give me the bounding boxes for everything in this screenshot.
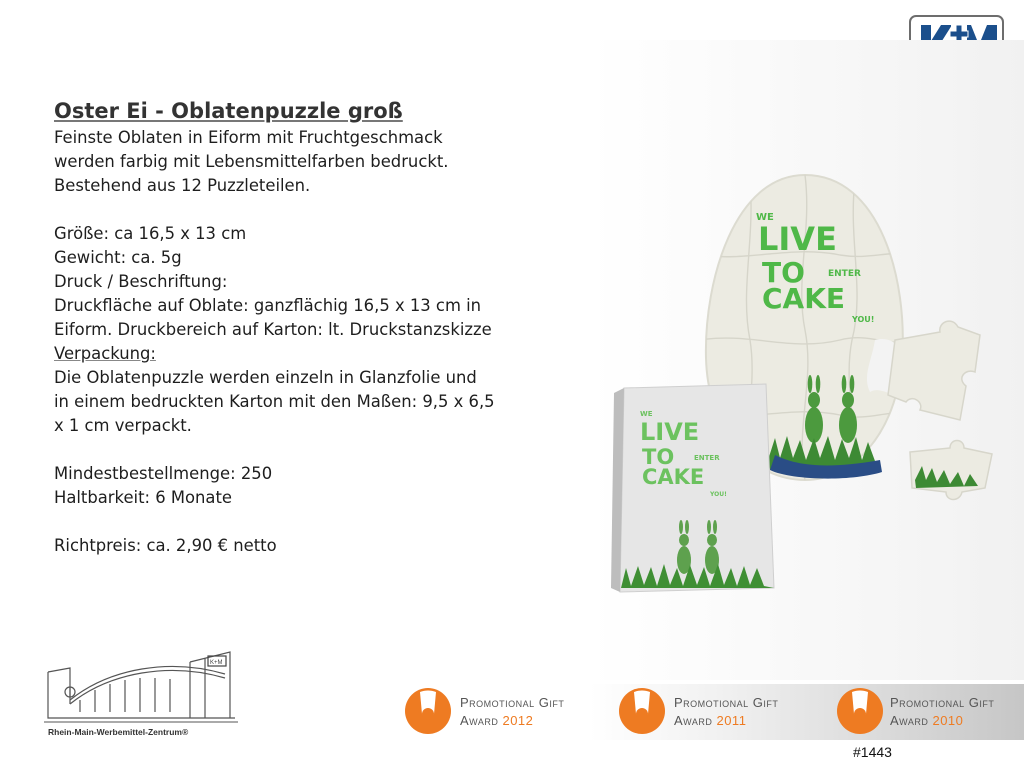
award-badge-2010 [835,686,1021,736]
box-print-text: WE [640,410,653,418]
box-print-text: LIVE [640,418,700,446]
print-line: Eiform. Druckbereich auf Karton: lt. Druckstanzskizze [54,320,492,339]
product-photo [590,40,1024,680]
building-sign: K+M [210,660,223,666]
packaging-line: x 1 cm verpackt. [54,416,192,435]
min-order-line: Mindestbestellmenge: 250 [54,464,273,483]
award-line2: Award [674,713,713,728]
award-year: 2010 [932,713,964,728]
box-print-text: YOU! [710,491,727,498]
size-line: Größe: ca 16,5 x 13 cm [54,224,247,243]
egg-print-text: YOU! [852,315,875,324]
egg-print-text: CAKE [762,282,846,315]
award-year: 2012 [502,713,534,728]
award-medal-icon [617,686,667,736]
print-line: Druckfläche auf Oblate: ganzflächig 16,5 x 13 cm in [54,296,482,315]
packaging-heading: Verpackung: [54,344,156,363]
egg-print-text: ENTER [828,269,861,279]
award-year: 2011 [716,713,747,728]
packaging-line: in einem bedruckten Karton mit den Maßen: 9,5 x 6,5 [54,392,495,411]
price-line: Richtpreis: ca. 2,90 € netto [54,536,277,555]
award-label [674,694,778,730]
box-print-text: TO [642,445,675,469]
print-heading: Druck / Beschriftung: [54,272,228,291]
award-line2: Award [460,713,499,728]
award-line1: Promotional Gift [890,695,995,710]
award-line2: Award [890,713,929,728]
weight-line: Gewicht: ca. 5g [54,248,182,267]
building-caption: Rhein-Main-Werbemittel-Zentrum® [48,727,189,737]
description-line: Feinste Oblaten in Eiform mit Fruchtgeschmack [54,128,443,147]
egg-print-text: LIVE [758,220,837,258]
description-line: werden farbig mit Lebensmittelfarben bedruckt. [54,152,449,171]
award-line1: Promotional Gift [460,695,565,710]
award-medal-icon [835,686,885,736]
award-line1: Promotional Gift [674,695,779,710]
packaging-box [611,384,774,592]
award-badge-2011 [617,686,807,736]
award-label [890,694,994,730]
award-badge-2012 [403,686,593,736]
award-label [460,694,564,730]
award-medal-icon [403,686,453,736]
product-title: Oster Ei - Oblatenpuzzle groß [54,99,403,123]
egg-print-text: WE [756,212,774,223]
product-description [54,96,514,558]
egg-print-text: TO [762,256,805,289]
puzzle-piece [910,441,992,500]
shelf-life-line: Haltbarkeit: 6 Monate [54,488,232,507]
box-print-text: CAKE [642,465,705,489]
box-print-text: ENTER [694,454,720,462]
packaging-line: Die Oblatenpuzzle werden einzeln in Glanzfolie und [54,368,477,387]
page-id: #1443 [853,744,892,760]
description-line: Bestehend aus 12 Puzzleteilen. [54,176,311,195]
